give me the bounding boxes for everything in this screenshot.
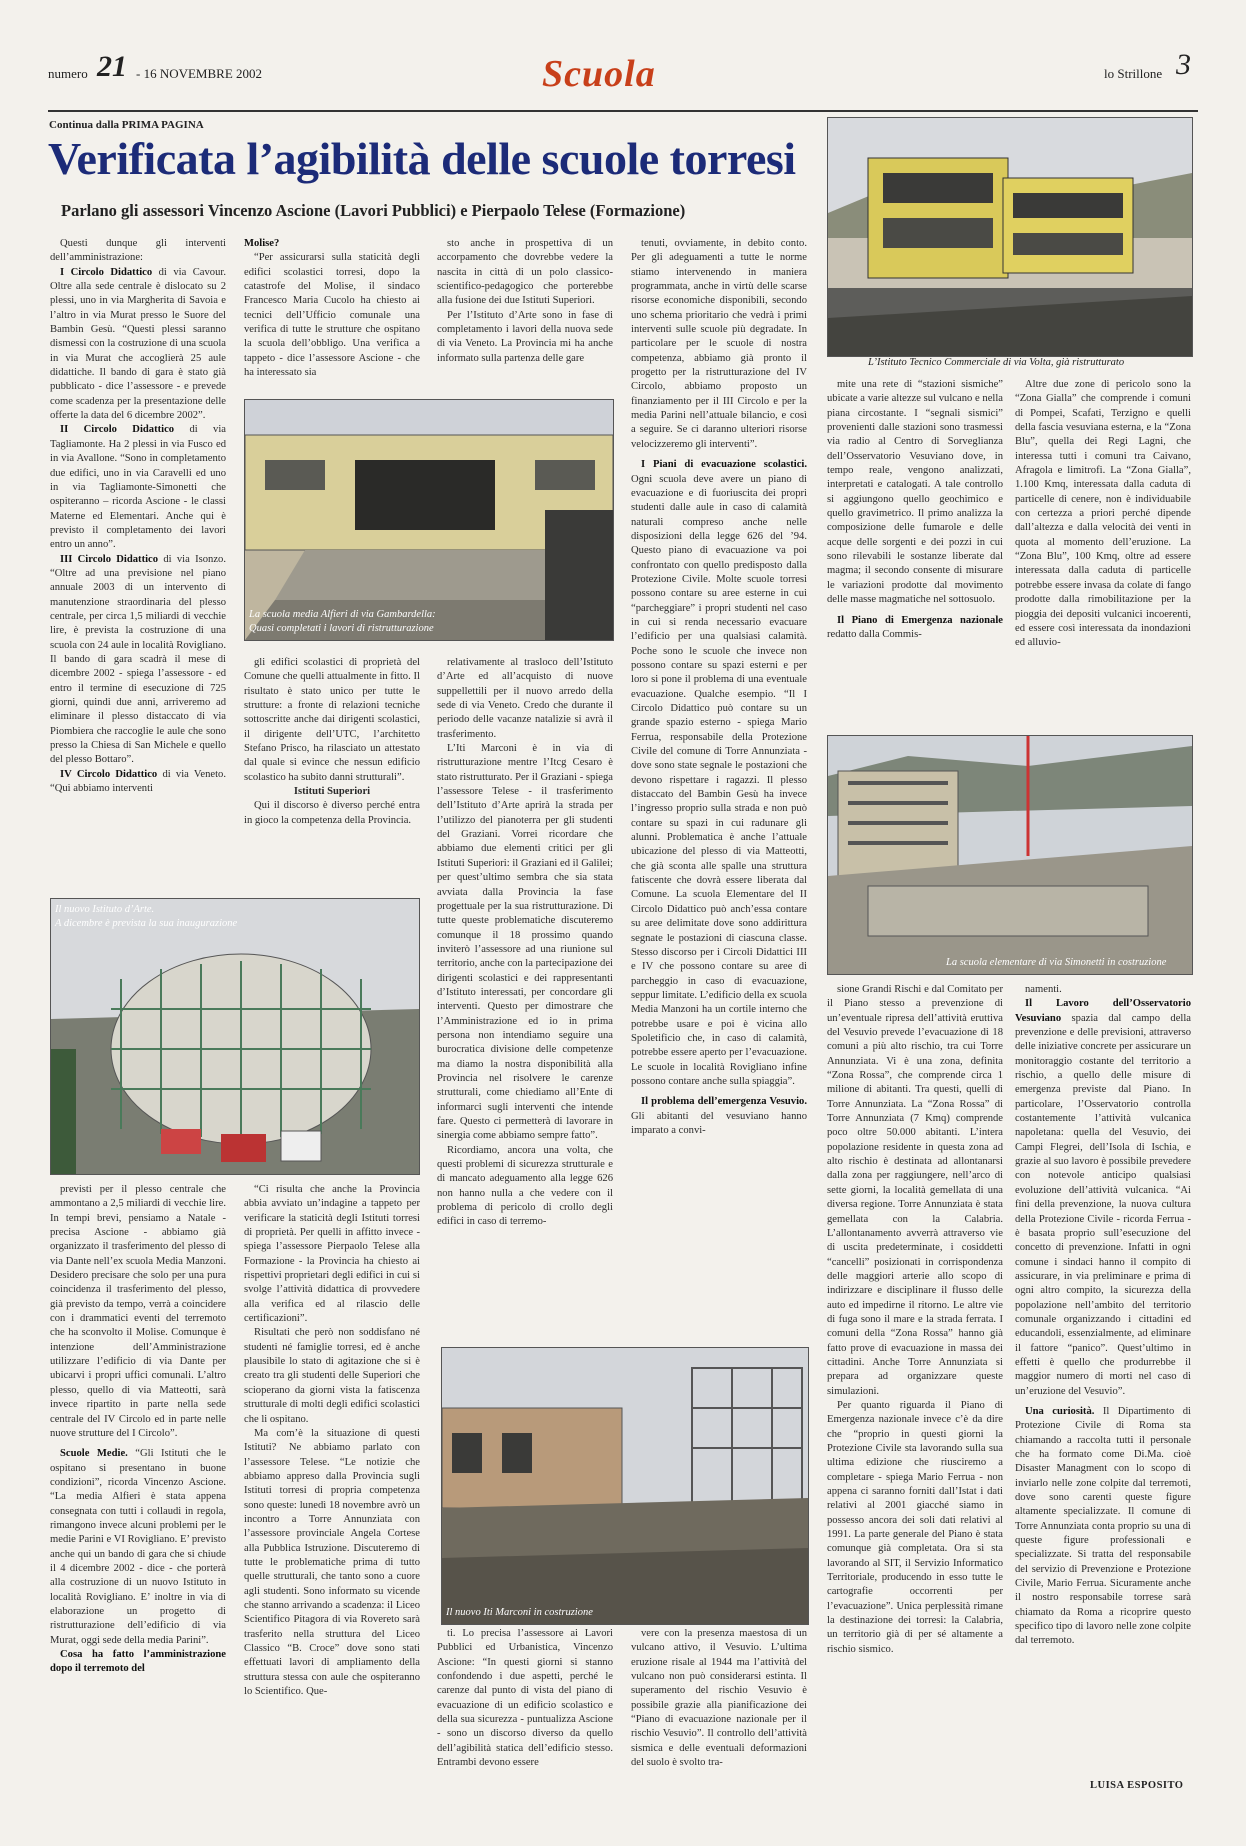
column-3-middle: [437, 656, 613, 1339]
photo-scuola-simonetti: [827, 735, 1193, 975]
column-5-top: [827, 378, 1003, 725]
paragraph: previsti per il plesso centrale che ammontano a 2,5 miliardi di vecchie lire. In tempi brevi, pensiamo a Natale - precisa Ascione - abbiamo già organizzato il trasferimento del plesso di via Dante nell’ex scuola Media Manzoni. Desidero precisare che solo per una pura coincidenza il trasferimento del plesso, già previsto da tempo, verrà a coincidere con i drammatici eventi del terremoto che ha sconvolto il Molise. Comunque è intenzione dell’Amministrazione utilizzare l’edificio di via Dante per ubicarvi i propri uffici comunali. L’altro plesso, quello di via Matteotti, sarà invece ripartito in parte nella sede centrale del IV Circolo ed in parte nelle nuove strutture del I Circolo”.: [50, 1184, 226, 1439]
construction-illustration: [442, 1348, 808, 1624]
header-rule: [48, 110, 1198, 112]
paragraph: Una curiosità. Il Dipartimento di Protezione Civile di Roma sta chiamando a raccolta tutti il personale che ha formato come Di.Ma. cioè Disaster Managment con lo scopo di inviarlo nelle zone colpite dal terremoti, dove sono carenti queste figure altamente specializzate. Il comune di Torre Annunziata conta proprio su una di queste figure professionali e specializzate. Si tratta del responsabile del servizio di Prevenzione e Protezione Civile, Mario Ferrua. Sicuramente anche il nostro responsabile torrese sarà chiamato da Roma a ricoprire questo specifico tipo di lavoro nelle zone colpite dal terremoto.: [1015, 1405, 1191, 1647]
column-4-top: [631, 237, 807, 1339]
paragraph: Qui il discorso è diverso perché entra in gioco la competenza della Provincia.: [244, 800, 420, 826]
column-2-bottom: [244, 1183, 420, 1793]
issue-label: numero: [48, 66, 88, 81]
photo-iti-marconi: [441, 1347, 809, 1625]
caption-alfieri-line1: La scuola media Alfieri di via Gambardella:: [249, 609, 436, 620]
byline: LUISA ESPOSITO: [1090, 1780, 1184, 1791]
photo-istituto-arte: [50, 898, 420, 1175]
paragraph: Altre due zone di pericolo sono la “Zona Gialla” che comprende i comuni di Pompei, Scafati, Terzigno e quelli della fascia vesuviana esterna, e la “Zona Blu”, quella dei Regi Lagni, che interessa tutti i comuni tra Caivano, Afragola e limitrofi. La “Zona Gialla”, 1.100 Kmq, interessata dalla caduta di particelle di cenere, non è individuabile con certezza a priori perché dipende dall’altezza e dalla velocità dei venti in quota al momento dell’eruzione. La “Zona Blu”, 100 Kmq, oltre ad essere interessata dalla caduta di particelle potrebbe essere invasa da colate di fango prodotte dalla rimobilitazione per la pioggia dei depositi vulcanici incoerenti, ed essere così interessata da inondazioni ed alluvio-: [1015, 379, 1191, 649]
paragraph: mite una rete di “stazioni sismiche” ubicate a varie altezze sul vulcano e nella piana circostante. I “segnali sismici” provenienti dalle stazioni sono trasmessi via radio al Centro di Sorveglianza dell’Osservatorio Vesuviano dove, in tempo reale, vengono analizzati, interpretati e catalogati. A tale controllo si aggiungono quello geochimico e quello gravimetrico. Il primo analizza la composizione delle fumarole e delle acque delle sorgenti e dei pozzi in cui sono rilevabili le sostanze liberate dal magma; il secondo consente di misurare le variazioni prodotte dal movimento delle masse magmatiche nel sottosuolo.: [827, 379, 1003, 606]
paragraph: namenti.: [1025, 984, 1062, 995]
column-1-bottom: [50, 1183, 226, 1793]
paragraph: Cosa ha fatto l’amministrazione dopo il terremoto del: [50, 1649, 226, 1675]
paragraph: Il Piano di Emergenza nazionale redatto dalla Commis-: [827, 614, 1003, 640]
construction-illustration: [51, 899, 419, 1174]
subheading-istituti-superiori: Istituti Superiori: [293, 786, 371, 798]
paragraph: I Circolo Didattico di via Cavour. Oltre alla sede centrale è dislocato su 2 plessi, uno in via Margherita di Savoia e l’altro in via Murat presso le Suore del Bambin Gesù. “Questi plessi saranno dismessi con la costruzione di una scuola in via Murat che accoglierà 25 aule didattiche. Il bando di gara è stato già pubblicato - dice l’assessore - e prevede come scadenza per la presentazione delle offerte la data del 6 dicembre 2002”.: [50, 266, 226, 422]
caption-simonetti: La scuola elementare di via Simonetti in costruzione: [946, 957, 1167, 968]
paragraph: sto anche in prospettiva di un accorpamento che dovrebbe vedere la nascita in città di un polo classico-scientifico-pedagogico che porterebbe alla fusione dei due Istituti Superiori.: [437, 238, 613, 307]
section-title: Scuola: [542, 53, 656, 95]
paragraph: Scuole Medie. “Gli Istituti che le ospitano si presentano in buone condizioni”, ricorda Vincenzo Ascione. “La media Alfieri è stata appena consegnata con tutti i collaudi in regola, rimangono invece alcuni problemi per le medie Parini e VI Rovigliano. E’ previsto anche qui un bando di gara che si chiude il 4 dicembre 2002 - dice - che porterà alla costruzione di un nuovo Istituto in località Rovigliano. E’ inoltre in via di elaborazione un progetto di ristrutturazione dell’edificio di via Murat, oggi sede della media Parini”.: [50, 1448, 226, 1646]
paragraph: “Per assicurarsi sulla staticità degli edifici scolastici torresi, dopo la catastrofe del Molise, il sindaco Francesco Maria Cucolo ha chiesto ai tecnici dell’Ufficio comunale una verifica di tutte le strutture che ospitano la scuola dell’obbligo. Una verifica a tappeto - dice l’assessore Ascione - che ha interessato sia: [244, 252, 420, 379]
headline: Verificata l’agibilità delle scuole torresi: [48, 133, 796, 184]
column-2-middle: [244, 656, 420, 888]
kicker: Continua dalla PRIMA PAGINA: [49, 119, 204, 131]
caption-marconi: Il nuovo Iti Marconi in costruzione: [446, 1607, 593, 1618]
paragraph: sione Grandi Rischi e dal Comitato per il Piano stesso a prevenzione di un’eventuale ripresa dell’attività eruttiva del Vesuvio prevede l’evacuazione di 18 comuni a più alto rischio, tra cui Torre Annunziata. Vi è una zona, definita “Zona Rossa”, che comprende circa 1 milione di abitanti. Tra questi, quelli di Torre Annunziata. La “Zona Rossa” di Torre Annunziata (7 Kmq) comprende poco oltre 50.000 abitanti. L’intera popolazione residente in questa zona ad alto rischio è destinata ad allontanarsi dalla zona per raggiungere, nell’arco di sette giorni, la località gemellata di una diversa regione. Torre Annunziata è stata gemellata con la Calabria. L’allontanamento avverrà attraverso vie di uscita predeterminate, i cosiddetti “cancelli” posizionati in corrispondenza delle maggiori arterie allo scopo di indirizzare e disciplinare il flusso delle auto ed impedirne il ritorno. Le altre vie di fuga sono il mare e la strada ferrata. I comuni della “Zona Rossa” hanno già fatto prove di evacuazione in massa dei cittadini. Anche Torre Annunziata si prepara ad organizzare queste simulazioni.: [827, 984, 1003, 1397]
issue-date: - 16 NOVEMBRE 2002: [136, 66, 263, 81]
column-5-bottom: [827, 983, 1003, 1793]
caption-arte-line1: Il nuovo Istituto d’Arte.: [55, 904, 155, 915]
paragraph: Il problema dell’emergenza Vesuvio. Gli abitanti del vesuviano hanno imparato a convi-: [631, 1096, 807, 1136]
building-illustration: [828, 118, 1192, 356]
paragraph: vere con la presenza maestosa di un vulcano attivo, il Vesuvio. L’ultima eruzione risale al 1944 ma l’attività del vulcano non può considerarsi estinta. Il superamento del rischio Vesuvio è possibile grazie alla pianificazione dei “Piano di evacuazione nazionale per il rischio Vesuvio”. Il controllo dell’attività sismica e delle eventuali deformazioni del suolo è svolto tra-: [631, 1628, 807, 1769]
building-illustration: [245, 400, 613, 640]
paragraph: “Ci risulta che anche la Provincia abbia avviato un’indagine a tappeto per verificare la staticità degli Istituti torresi di proprietà. Per quelli in affitto invece - spiega l’assessore Pierpaolo Telese alla Formazione - la Provincia ha chiesto ai rispettivi proprietari degli edifici in cui si svolge l’attività didattica di provvedere alla verifica ed al rilascio delle certificazioni”.: [244, 1184, 420, 1325]
subheadline: Parlano gli assessori Vincenzo Ascione (Lavori Pubblici) e Pierpaolo Telese (Formazione): [61, 201, 686, 220]
column-3-bottom: [437, 1627, 613, 1793]
column-6-top: [1015, 378, 1191, 725]
column-1-top: [50, 237, 226, 895]
paragraph: Questi dunque gli interventi dell’amministrazione:: [50, 238, 226, 264]
publication-name: lo Strillone: [1104, 66, 1163, 81]
column-3-top: [437, 237, 613, 395]
paragraph: I Piani di evacuazione scolastici. Ogni scuola deve avere un piano di evacuazione e di fuoriuscita dei propri studenti dalle aule in caso di calamità naturali compreso anche nelle disposizioni della legge 626 del ’94. Questo piano di evacuazione va poi confrontato con quello predisposto dalla Protezione Civile. Molte scuole torresi possono contare su aree esterne in cui “parcheggiare” i propri studenti nel caso in cui si renda necessario evacuare l’edificio per una qualsiasi calamità. Poche sono le scuole che invece non possono contare su spazi esterni e per loro si pone il problema di una eventuale evacuazione. Qualche esempio. “Il I Circolo Didattico può contare su un grande spazio esterno - spiega Mario Ferrua, responsabile della Protezione Civile del comune di Torre Annunziata - dove sono state segnale le postazioni che devono rispettare i ragazzi. Il plesso distaccato del Bambin Gesù ha invece l’ingresso proprio sulla strada e non può contare su spazi in cui radunare gli alunni. Problematica è anche l’attuale ubicazione del plesso di via Matteotti, che già sconta alle spalle una struttura fatiscente che dovrà essere liberata dal Comune. La scuola Elementare del II Circolo Didattico può anch’essa contare su aree delimitate dove sono addirittura segnate le postazioni di ciascuna classe. Stesso discorso per i Circoli Didattici III e IV che possono contare su aree di parcheggio in caso di evacuazione, seppur limitate. L’edificio della ex scuola Media Manzoni ha un cortile interno che potrebbe usare e poi è vicina allo Spoletificio che, in caso di calamità, potrebbe essere aperto per l’evacuazione. Le scuole in località Rovigliano infine possono contare anche sulla spiaggia”.: [631, 459, 807, 1087]
column-2-top: [244, 237, 420, 395]
caption-arte-line2: A dicembre è prevista la sua inaugurazione: [55, 918, 238, 929]
paragraph: ti. Lo precisa l’assessore ai Lavori Pubblici ed Urbanistica, Vincenzo Ascione: “In questi giorni si stanno confondendo i due aspetti, perché le carenze dal punto di vista del piano di evacuazione di un edificio scolastico e della sua sicurezza - puntualizza Ascione - sono un discorso diverso da quello dell’agibilità statica dell’edificio stesso. Entrambi devono essere: [437, 1628, 613, 1769]
photo-scuola-alfieri: [244, 399, 614, 641]
paragraph: IV Circolo Didattico di via Veneto. “Qui abbiamo interventi: [50, 768, 226, 795]
paragraph: tenuti, ovviamente, in debito conto. Per gli adeguamenti a tutte le norme stiamo intervenendo in maniera programmata, anche in virtù delle scarse risorse economiche disponibili, secondo uno schema prioritario che vedrà i primi interventi sulle scuole più degradate. In particolare per le scuole di nostra competenza, abbiamo già pronto il progetto per la ristrutturazione del IV Circolo, abbiamo proposto un finanziamento per il III Circolo e per la media Parini nell’attuale bilancio, e così a seguire. Se ci daranno ulteriori risorse velocizzeremo gli interventi”.: [631, 238, 807, 450]
paragraph: Ricordiamo, ancora una volta, che questi problemi di sicurezza strutturale e di mancato adeguamento alla legge 626 non hanno nulla a che vedere con il problema di pericolo di crollo degli edifici in caso di terremo-: [437, 1144, 613, 1228]
paragraph: L’Iti Marconi è in via di ristrutturazione mentre l’Itcg Cesaro è stato ristrutturato. Per il Graziani - spiega l’assessore Telese - il trasferimento dell’Istituto d’Arte aprirà la strada per l’utilizzo del pianoterra per gli studenti del Graziani. Vorrei ricordare che abbiamo due elementi critici per gli Istituti Superiori: il Graziani ed il Galilei; per quest’ultimo sembra che sia stata avviata dalla Provincia la fase progettuale per la sua ristrutturazione. Di tutte queste problematiche discuteremo comunque il 18 prossimo quando inviterò l’assessore ad una riunione sul territorio, anche con la partecipazione dei dirigenti scolastici e dei rappresentanti d’Istituto interessati, per concordare gli interventi. Questo per dimostrare che l’Amministrazione ed io in prima persona non intendiamo seguire una burocratica divisione delle competenze ma diamo la nostra disponibilità alla Provincia nel risolvere le carenze strutturali, come chiediamo all’Ente di informarci sugli interventi che intende fare. Questo ci permetterà di lavorare in sinergia come abbiamo sempre fatto”.: [437, 743, 613, 1142]
paragraph: Molise?: [244, 238, 280, 249]
paragraph: II Circolo Didattico di via Tagliamonte. Ha 2 plessi in via Fusco ed in via Avallone. “Sono in completamento due edifici, uno in via Caravelli ed uno in via Tagliamonte-Simonetti che ospiteranno – ricorda Ascione - le classi Materne ed Elementari. Anche qui è previsto il completamento dei lavori entro un anno”.: [50, 424, 226, 551]
page-number: 3: [1176, 48, 1191, 81]
paragraph: Risultati che però non soddisfano né studenti né famiglie torresi, ed è anche plausibile lo stato di agitazione che si è creato tra gli studenti delle Superiori che scioperano da giorni vista la fatiscenza strutturale di molti degli edifici scolastici che li ospitano.: [244, 1327, 420, 1425]
masthead: [0, 48, 1246, 108]
caption-volta: L’Istituto Tecnico Commerciale di via Volta, già ristrutturato: [868, 357, 1125, 368]
paragraph: Ma com’è la situazione di questi Istituti? Ne abbiamo parlato con l’assessore Telese. “Le notizie che abbiamo appreso dalla Provincia sugli Istituti torresi di propria competenza sono queste: lunedì 18 novembre avrò un incontro a Torre Annunziata con l’assessore provinciale Angela Cortese alla Pubblica Istruzione. Discuteremo di tutte le problematiche prima di tutto quelle strutturali, che tanto sono a cuore agli studenti. Sono informato su vicende che stanno arrivando a scadenza: il Liceo Scientifico Pitagora di via Rovereto sarà trasferito nella struttura del Liceo Classico “B. Croce” dove sono stati effettuati lavori di ampliamento della struttura stessa con aule che ospiteranno lo Scientifico. Que-: [244, 1427, 420, 1698]
issue-number: 21: [97, 50, 127, 83]
paragraph: Per l’Istituto d’Arte sono in fase di completamento i lavori della nuova sede di via Veneto. La Provincia mi ha anche informato sulla partenza delle gare: [437, 309, 613, 364]
paragraph: relativamente al trasloco dell’Istituto d’Arte ed all’acquisto di nuove suppellettili per il nuovo arredo della sede di via Veneto. Credo che durante il periodo delle vacanze natalizie si avrà il trasferimento.: [437, 657, 613, 740]
photo-istituto-volta: [827, 117, 1193, 357]
construction-illustration: [828, 736, 1192, 974]
paragraph: III Circolo Didattico di via Isonzo. “Oltre ad una previsione nel piano annuale 2003 di un intervento di manutenzione straordinaria del plesso centrale, per circa 1,5 miliardi di vecchie lire, è prevista la costruzione di una scuola con 24 aule in località Rovigliano. Il bando di gara scadrà il mese di dicembre 2002 - spiega l’assessore - ed entro il termine di esecuzione di 725 giorni, quindi due anni, arriveremo ad eliminare il plesso distaccato di via Piombiera che raccoglie le aule che sono presso la Chiesa di San Michele e quello del plesso Bottaro”.: [50, 553, 226, 766]
paragraph: gli edifici scolastici di proprietà del Comune che quelli attualmente in fitto. Il risultato è stato unico per tutte le strutture: a fronte di relazioni tecniche sottoscritte anche dai dirigenti scolastici, il dirigente dell’UTC, l’architetto Stefano Prisco, ha rilasciato un attestato dal quale si evince che nessun edificio scolastico ha subito danni strutturali”.: [244, 657, 420, 783]
caption-alfieri-line2: Quasi completati i lavori di ristrutturazione: [249, 623, 434, 634]
paragraph: Per quanto riguarda il Piano di Emergenza nazionale invece c’è da dire che “proprio in questi giorni la Protezione Civile sta lavorando sulla sua ultima edizione che riusciremo a completare - spiega Mario Ferrua - non appena ci saranno forniti dall’Istat i dati relativi al 2001 giacché siamo in possesso ancora dei soli dati relativi al 1991. La parte generale del Piano è stata comunque già completata. Ora si sta lavorando al SIT, il Servizio Informatico Territoriale, producendo in esso tutte le cartografie occorrenti per l’evacuazione”. Unica perplessità rimane la destinazione dei torresi: la Calabria, un territorio già di per sé altamente a rischio sismico.: [827, 1399, 1003, 1655]
column-6-bottom: [1015, 983, 1191, 1778]
column-4-bottom: [631, 1627, 807, 1793]
paragraph: Il Lavoro dell’Osservatorio Vesuviano spazia dal campo della prevenzione e delle previsioni, attraverso delle iniziative concrete per assicurare un monitoraggio costante del territorio a rischio, a quello delle misure di emergenza previste dal Piano. In particolare, l’Osservatorio controlla costantemente l’attività vulcanica napoletana: quella del Vesuvio, dei Campi Flegrei, dell’Isola di Ischia, e grazie al suo lavoro è possibile prevedere con notevole anticipo qualsiasi evoluzione dell’attività vulcanica. “Ai fini della prevenzione, la nuova cultura della Protezione Civile - ricorda Ferrua - è basata proprio sull’esecuzione del concetto di prevenzione. Infatti in ogni comune i sindaci hanno il compito di assicurare, in via preliminare e prima di ogni altro compito, la sicurezza della popolazione nell’ambito del territorio comunale organizzando i cittadini ed educandoli, essenzialmente, ad eliminare il fattore “panico”. Quest’ultimo in effetti è quello che produrrebbe il maggior numero di morti nel caso di un’eruzione del Vesuvio”.: [1015, 998, 1191, 1397]
